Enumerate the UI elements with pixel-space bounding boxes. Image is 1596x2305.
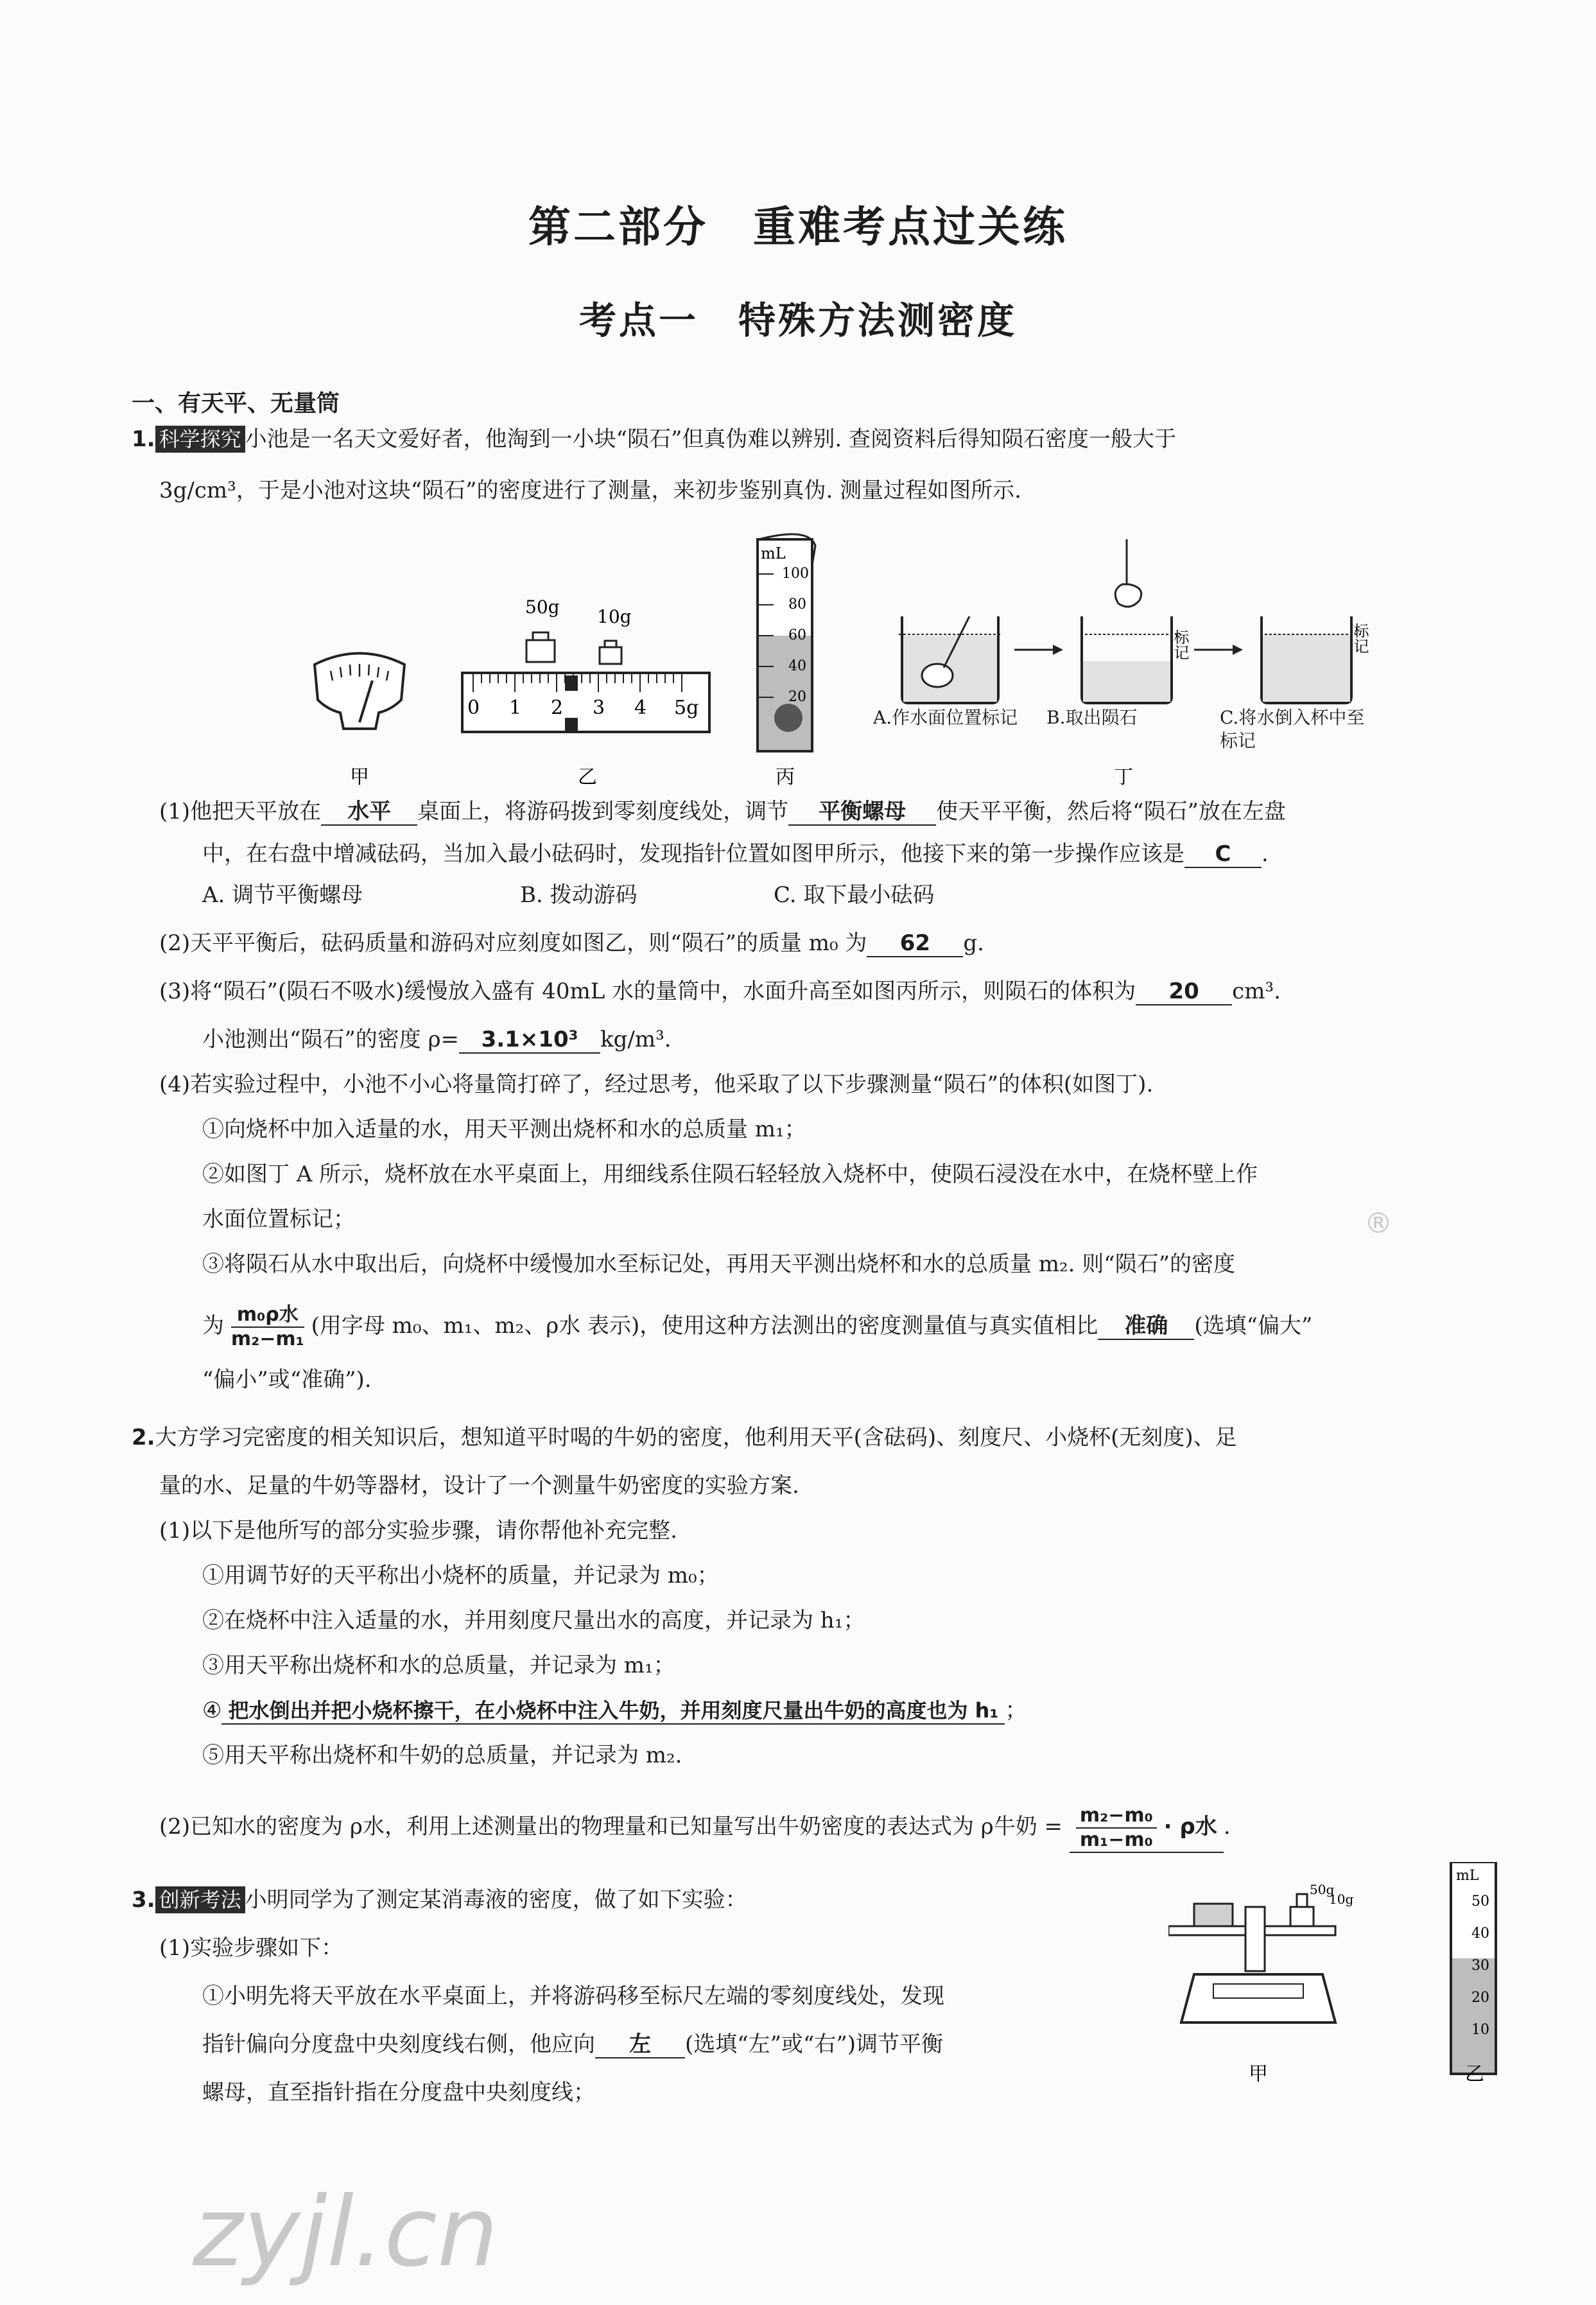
cyl-tick-20: 20 <box>1471 1990 1489 2006</box>
cyl-tick-100: 100 <box>782 566 809 582</box>
cyl-tick-20: 20 <box>788 689 806 705</box>
watermark-site: zyjl.cn <box>193 2177 499 2288</box>
q1-part4-step2b: 水面位置标记； <box>202 1206 355 1232</box>
fraction-tail: · ρ水 <box>1163 1814 1217 1840</box>
text: ； <box>1005 1698 1027 1723</box>
text: (用字母 m₀、m₁、m₂、ρ水 表示)，使用这种方法测出的密度测量值与真实值相比 <box>311 1313 1098 1339</box>
weights-ruler-figure <box>462 596 709 732</box>
text: cm³. <box>1232 979 1281 1004</box>
cyl-tick-40: 40 <box>1471 1926 1489 1942</box>
q1-part1-line1 <box>159 796 1286 827</box>
cyl-tick-40: 40 <box>788 658 806 674</box>
text: 中，在右盘中增减砝码，当加入最小砝码时，发现指针位置如图甲所示，他接下来的第一步操作应该是 <box>202 841 1184 867</box>
ruler-tick-2: 2 <box>551 697 564 719</box>
mark-text-b: 标记 <box>1171 629 1189 660</box>
text: (2)天平平衡后，砝码质量和游码对应刻度如图乙，则“陨石”的质量 m₀ 为 <box>159 930 867 956</box>
fraction-denominator: m₁−m₀ <box>1079 1829 1153 1851</box>
section-title: 一、有天平、无量筒 <box>132 390 340 417</box>
cylinder-unit: mL <box>761 544 786 562</box>
balance-figure <box>1168 1882 1353 2085</box>
figure-label-bing: 丙 <box>776 766 795 788</box>
q2-step5: ⑤用天平称出烧杯和牛奶的总质量，并记录为 m₂. <box>202 1743 682 1768</box>
q3-figure <box>1168 1862 1528 2132</box>
answer-blank: 平衡螺母 <box>788 799 936 826</box>
part-title: 第二部分 重难考点过关练 <box>528 202 1068 252</box>
text: 小池测出“陨石”的密度 ρ= <box>202 1027 460 1052</box>
cyl-tick-10: 10 <box>1471 2022 1489 2038</box>
fraction-numerator: m₀ρ水 <box>231 1303 304 1328</box>
q3-step1-line3: 螺母，直至指针指在分度盘中央刻度线； <box>202 2080 595 2105</box>
answer-blank: 左 <box>595 2031 685 2058</box>
cyl-tick-30: 30 <box>1471 1958 1489 1974</box>
q1-part1-line2 <box>202 839 1269 869</box>
q3-step1-line1: ①小明先将天平放在水平桌面上，并将游码移至标尺左端的零刻度线处，发现 <box>202 1983 944 2009</box>
text: ④ <box>202 1698 222 1723</box>
weight-10g-label: 10g <box>1329 1892 1354 1907</box>
weight-50g-label: 50g <box>1310 1882 1335 1897</box>
label-yi: 乙 <box>1465 2063 1484 2085</box>
ruler-tick-1: 1 <box>509 697 522 719</box>
step-c-label: C.将水倒入杯中至标记 <box>1220 707 1365 751</box>
beaker-steps-figure <box>873 539 1374 764</box>
text: (3)将“陨石”(陨石不吸水)缓慢放入盛有 40mL 水的量筒中，水面升高至如图丙所示，则陨石的体积为 <box>159 979 1136 1004</box>
q1-stem-line2: 3g/cm³，于是小池对这块“陨石”的密度进行了测量，来初步鉴别真伪. 测量过程如图所示. <box>159 478 1021 503</box>
q3-stem <box>132 1884 747 1915</box>
answer-blank: 把水倒出并把小烧杯擦干，在小烧杯中注入牛奶，并用刻度尺量出牛奶的高度也为 h₁ <box>221 1698 1005 1725</box>
cyl-tick-80: 80 <box>788 596 806 613</box>
label-jia: 甲 <box>1249 2063 1268 2085</box>
answer-blank: 20 <box>1136 979 1232 1005</box>
question-tag: 创新考法 <box>155 1886 245 1913</box>
measuring-cylinder-figure <box>758 534 815 751</box>
answer-blank: 62 <box>867 930 963 957</box>
cyl-tick-50: 50 <box>1471 1893 1489 1909</box>
weight-10g-label: 10g <box>597 606 632 627</box>
text: 为 <box>202 1313 224 1339</box>
answer-blank: 水平 <box>321 799 417 826</box>
text: (选填“偏大” <box>1194 1313 1313 1339</box>
option-a: A. 调节平衡螺母 <box>202 882 363 908</box>
q1-stem-text: 小池是一名天文爱好者，他淘到一小块“陨石”但真伪难以辨别. 查阅资料后得知陨石密度一般大于 <box>245 426 1176 452</box>
option-b: B. 拨动游码 <box>520 882 638 908</box>
cylinder-figure <box>1451 1862 1496 2085</box>
step-b-label: B.取出陨石 <box>1046 707 1138 728</box>
balance-dial-figure <box>315 654 404 729</box>
text: . <box>1223 1814 1231 1840</box>
question-number: 1. <box>132 426 155 452</box>
q1-stem-line1 <box>132 424 1176 455</box>
q1-part4-step1: ①向烧杯中加入适量的水，用天平测出烧杯和水的总质量 m₁； <box>202 1117 806 1142</box>
question-tag: 科学探究 <box>155 426 245 453</box>
q1-part4-end: “偏小”或“准确”). <box>202 1367 372 1393</box>
text: . <box>1262 841 1269 867</box>
question-number: 3. <box>132 1887 155 1913</box>
ruler-tick-0: 0 <box>467 697 480 719</box>
weight-50g-label: 50g <box>525 596 560 618</box>
q2-step4 <box>202 1695 1027 1726</box>
q2-step2: ②在烧杯中注入适量的水，并用刻度尺量出水的高度，并记录为 h₁； <box>202 1608 865 1633</box>
milk-density-fraction <box>1076 1804 1157 1852</box>
answer-blank: 3.1×10³ <box>459 1027 600 1054</box>
q2-stem-line1 <box>132 1422 1237 1453</box>
q2-part1: (1)以下是他所写的部分实验步骤，请你帮他补充完整. <box>159 1518 677 1544</box>
q2-part2 <box>159 1804 1231 1853</box>
q3-part1: (1)实验步骤如下： <box>159 1935 343 1961</box>
text: (1)他把天平放在 <box>159 799 322 824</box>
cyl-tick-60: 60 <box>788 627 806 643</box>
text: (选填“左”或“右”)调节平衡 <box>685 2031 944 2057</box>
q1-part4-formula-line <box>202 1303 1312 1351</box>
watermark-mark: ® <box>1364 1207 1392 1240</box>
text: g. <box>963 930 984 956</box>
text: 小明同学为了测定某消毒液的密度，做了如下实验： <box>245 1887 747 1913</box>
fraction-numerator: m₂−m₀ <box>1076 1804 1157 1829</box>
q1-part3-line1 <box>159 976 1281 1007</box>
answer-blank <box>1070 1804 1224 1853</box>
mark-text-c: 标记 <box>1351 623 1369 654</box>
question-number: 2. <box>132 1425 155 1450</box>
ruler-tick-5: 5g <box>674 697 699 719</box>
q2-stem-line2: 量的水、足量的牛奶等器材，设计了一个测量牛奶密度的实验方案. <box>159 1473 799 1499</box>
text: 使天平平衡，然后将“陨石”放在左盘 <box>936 799 1286 824</box>
q3-step1-line2 <box>202 2029 943 2060</box>
q1-part4-step2a: ②如图丁 A 所示，烧杯放在水平桌面上，用细线系住陨石轻轻放入烧杯中，使陨石浸没在水中，在烧杯壁上作 <box>202 1161 1258 1187</box>
figure-label-yi: 乙 <box>578 766 597 788</box>
text: (2)已知水的密度为 ρ水，利用上述测量出的物理量和已知量写出牛奶密度的表达式为 ρ牛奶 = <box>159 1814 1063 1840</box>
q1-part4-line1: (4)若实验过程中，小池不小心将量筒打碎了，经过思考，他采取了以下步骤测量“陨石”的体积(如图丁). <box>159 1072 1154 1097</box>
text: 桌面上，将游码拨到零刻度线处，调节 <box>417 799 789 824</box>
q1-part4-step3: ③将陨石从水中取出后，向烧杯中缓慢加水至标记处，再用天平测出烧杯和水的总质量 m₂. 则“陨石”的密度 <box>202 1251 1236 1277</box>
q2-step3: ③用天平称出烧杯和水的总质量，并记录为 m₁； <box>202 1653 675 1678</box>
q2-step1: ①用调节好的天平称出小烧杯的质量，并记录为 m₀； <box>202 1563 719 1588</box>
q1-part3-line2 <box>202 1024 672 1055</box>
cylinder-unit: mL <box>1456 1868 1479 1884</box>
density-fraction <box>231 1303 304 1351</box>
step-a-label: A.作水面位置标记 <box>873 707 1018 728</box>
ruler-tick-3: 3 <box>593 697 605 719</box>
option-c: C. 取下最小砝码 <box>774 882 935 908</box>
topic-title: 考点一 特殊方法测密度 <box>578 299 1017 342</box>
answer-blank: 准确 <box>1098 1313 1194 1340</box>
figure-label-ding: 丁 <box>1114 766 1133 788</box>
text: 指针偏向分度盘中央刻度线右侧，他应向 <box>202 2031 595 2057</box>
ruler-tick-4: 4 <box>634 697 647 719</box>
q1-part2 <box>159 928 984 959</box>
figure-label-jia: 甲 <box>350 766 369 788</box>
q1-figure <box>295 526 1400 790</box>
answer-blank: C <box>1184 841 1262 868</box>
text: kg/m³. <box>600 1027 672 1052</box>
fraction-denominator: m₂−m₁ <box>230 1328 304 1350</box>
text: 大方学习完密度的相关知识后，想知道平时喝的牛奶的密度，他利用天平(含砝码)、刻度尺、小烧杯(无刻度)、足 <box>155 1425 1237 1450</box>
